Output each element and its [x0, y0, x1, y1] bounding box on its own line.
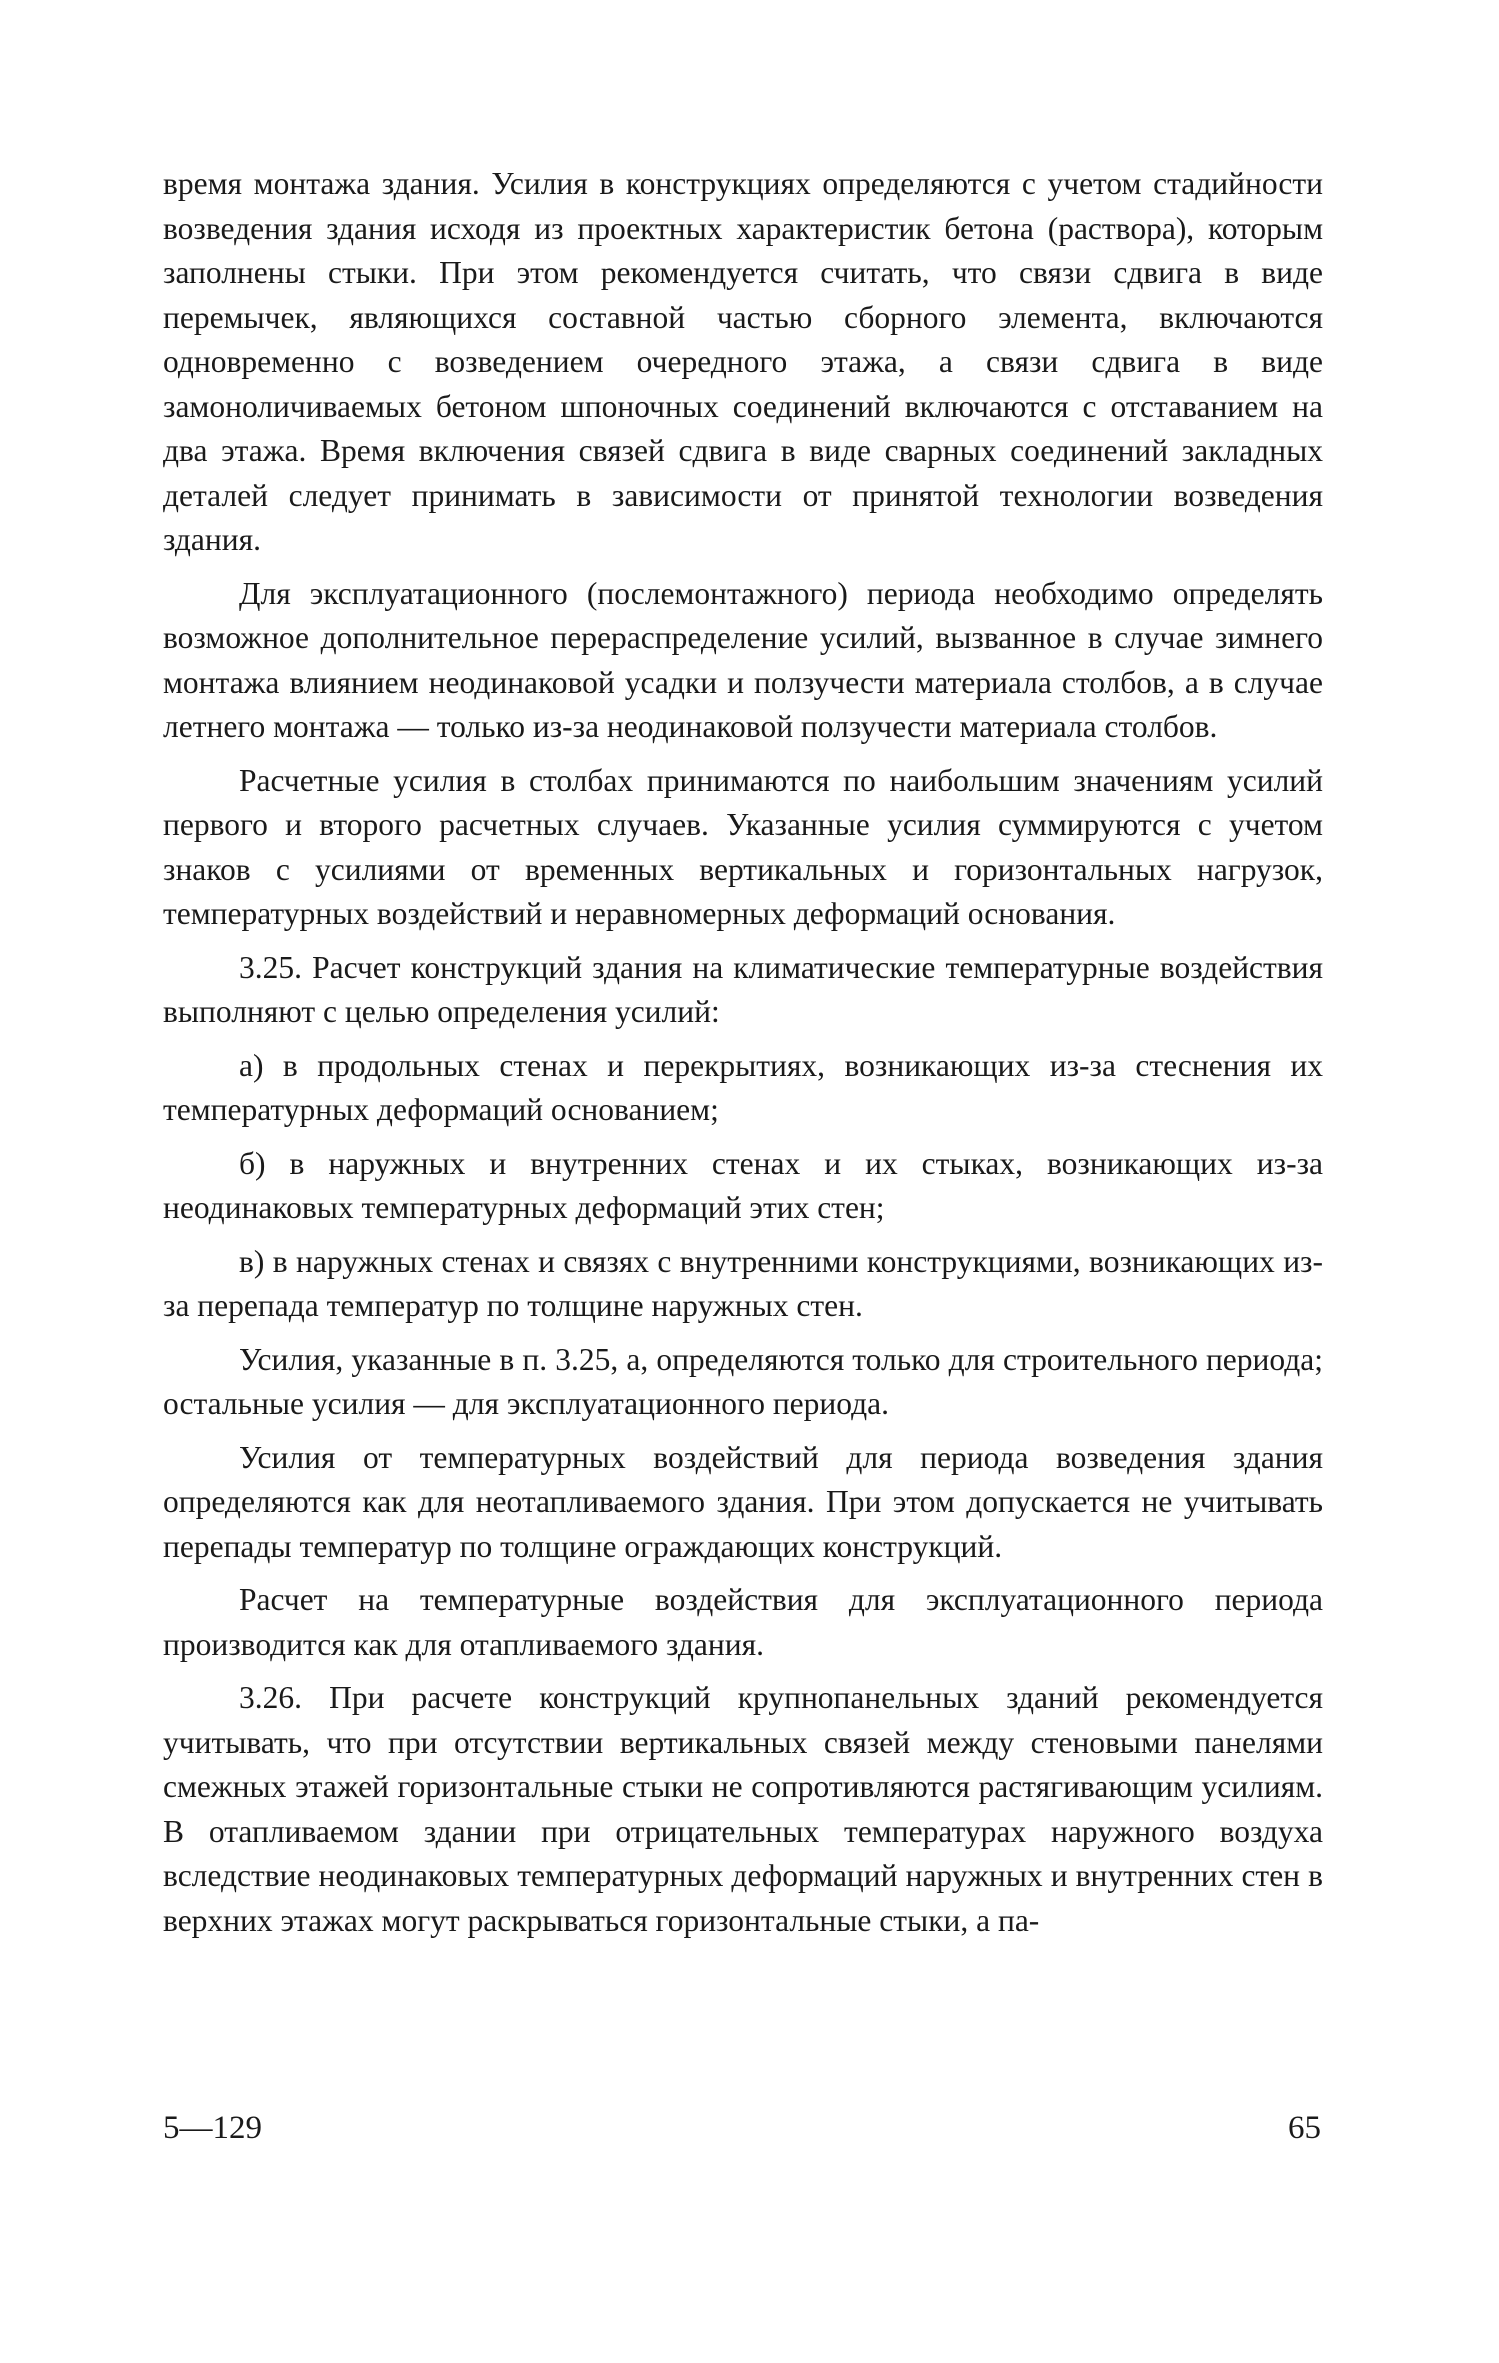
paragraph-continuation: время монтажа здания. Усилия в конструкциях определяются с учетом стадийности возведения здания исходя из проектных характеристик бетона (раствора), которым заполнены стыки. При этом рекомендуется считать, что связи сдвига в виде перемычек, являющихся составной частью сборного элемента, включаются одновременно с возведением очередного этажа, а связи сдвига в виде замоноличиваемых бетоном шпоночных соединений включаются с отставанием на два этажа. Время включения связей сдвига в виде сварных соединений закладных деталей следует принимать в зависимости от принятой технологии возведения здания.: [163, 166, 1323, 557]
page-number: 65: [1288, 2110, 1321, 2146]
printer-signature: 5—129: [163, 2110, 262, 2146]
paragraph-3-25: 3.25. Расчет конструкций здания на климатические температурные воздействия выполняют с целью определения усилий:: [163, 949, 1323, 1029]
paragraph-construction-period: Усилия от температурных воздействий для периода возведения здания определяются как для неотапливаемого здания. При этом допускается не учитывать перепады температур по толщине ограждающих конструкций.: [163, 1439, 1323, 1564]
body-text: [163, 162, 1323, 1952]
paragraph-design-forces: Расчетные усилия в столбах принимаются по наибольшим значениям усилий первого и второго расчетных случаев. Указанные усилия суммируются с учетом знаков с усилиями от временных вертикальных и горизонтальных нагрузок, температурных воздействий и неравномерных деформаций основания.: [163, 762, 1323, 931]
list-item-a: а) в продольных стенах и перекрытиях, возникающих из-за стеснения их температурных деформаций основанием;: [163, 1047, 1323, 1127]
paragraph-3-26: 3.26. При расчете конструкций крупнопанельных зданий рекомендуется учитывать, что при отсутствии вертикальных связей между стеновыми панелями смежных этажей горизонтальные стыки не сопротивляются растягивающим усилиям. В отапливаемом здании при отрицательных температурах наружного воздуха вследствие неодинаковых температурных деформаций наружных и внутренних стен в верхних этажах могут раскрываться горизонтальные стыки, а па-: [163, 1680, 1323, 1938]
list-item-v: в) в наружных стенах и связях с внутренними конструкциями, возникающих из-за перепада температур по толщине наружных стен.: [163, 1243, 1323, 1323]
paragraph-forces-periods: Усилия, указанные в п. 3.25, а, определяются только для строительного периода; остальные усилия — для эксплуатационного периода.: [163, 1341, 1323, 1421]
list-item-b: б) в наружных и внутренних стенах и их стыках, возникающих из-за неодинаковых температурных деформаций этих стен;: [163, 1145, 1323, 1225]
paragraph-operational-calc: Расчет на температурные воздействия для эксплуатационного периода производится как для отапливаемого здания.: [163, 1582, 1323, 1662]
paragraph-operational-period: Для эксплуатационного (послемонтажного) периода необходимо определять возможное дополнительное перераспределение усилий, вызванное в случае зимнего монтажа влиянием неодинаковой усадки и ползучести материала столбов, а в случае летнего монтажа — только из-за неодинаковой ползучести материала столбов.: [163, 575, 1323, 744]
